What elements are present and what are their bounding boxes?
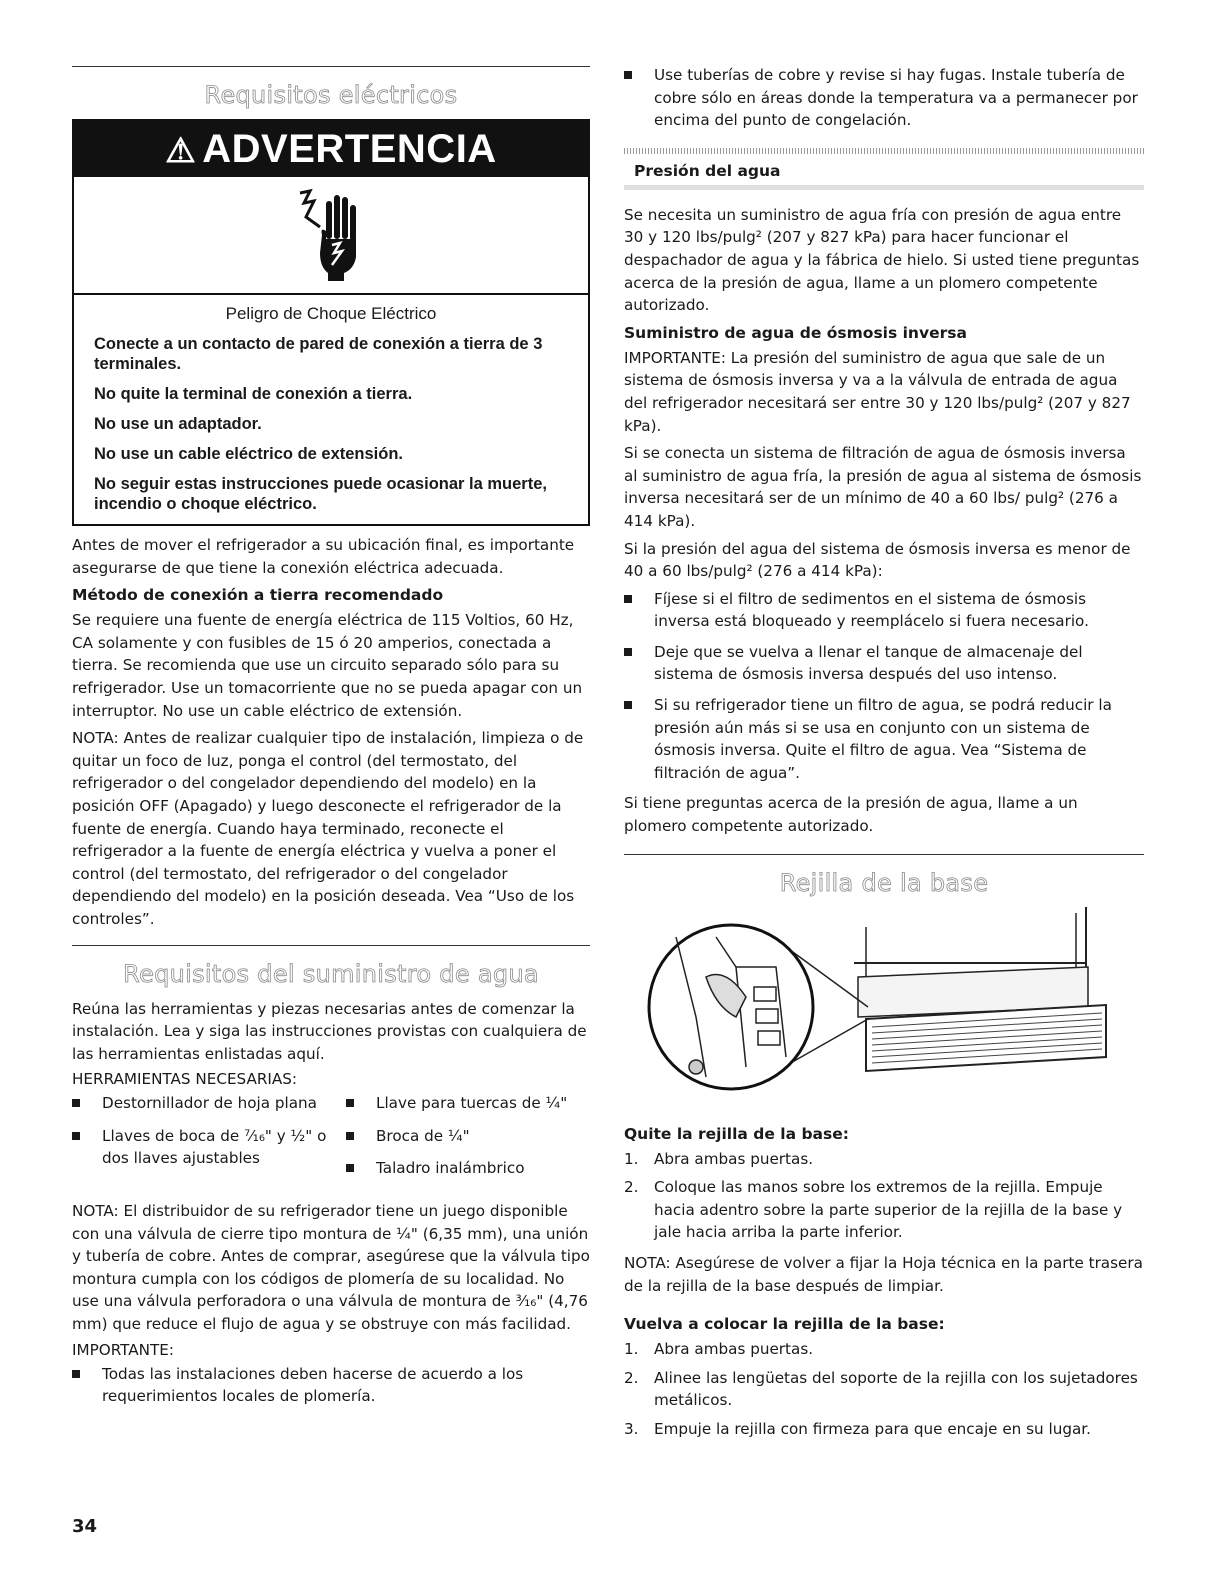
warning-banner (74, 121, 588, 177)
remove-note: NOTA: Asegúrese de volver a fijar la Hoja técnica en la parte trasera de la rejilla de la base después de limpiar. (624, 1254, 1143, 1295)
copper-list (624, 64, 1144, 132)
list-item: 2. Alinee las lengüetas del soporte de la rejilla con los sujetadores metálicos. (624, 1368, 1138, 1410)
tools-column-1 (72, 1092, 346, 1190)
warning-body (74, 295, 588, 524)
warning-line: No seguir estas instrucciones puede ocasionar la muerte, incendio o choque eléctrico. (94, 475, 547, 513)
list-item: 3. Empuje la rejilla con firmeza para que encaje en su lugar. (624, 1419, 1091, 1438)
right-column (624, 64, 1144, 1449)
ro-important: IMPORTANTE: La presión del suministro de agua que sale de un sistema de ósmosis inversa y va a la válvula de entrada de agua del refrigerador necesitará ser entre 30 y 120 lbs/pulg² (207 y 827 kPa). (624, 348, 1131, 435)
tools-label: HERRAMIENTAS NECESARIAS: (72, 1070, 298, 1089)
remove-steps (624, 1148, 1144, 1244)
grounding-note: NOTA: Antes de realizar cualquier tipo de instalación, limpieza o de quitar un foco de luz, ponga el control (del termostato, del refrigerador o del congelador dependiendo del modelo) en la posición OFF (Apagado) y luego desconecte el refrigerador de la fuente de energía. Cuando haya terminado, reconecte el refrigerador a la fuente de energía eléctrica y vuelva a poner el control (del termostato, del refrigerador o del congelador dependiendo del modelo) en la posición deseada. Vea “Uso de los controles”. (72, 729, 584, 928)
grille-section-title: Rejilla de la base (779, 868, 989, 897)
grounding-text: Se requiere una fuente de energía eléctrica de 115 Voltios, 60 Hz, CA solamente y con fusibles de 15 ó 20 amperios, conectada a tierra. Se recomienda que use un circuito separado sólo para su refrigerador. Use un tomacorriente que no se pueda apagar con un interruptor. No use un cable eléctrico de extensión. (72, 611, 583, 720)
list-item: Use tuberías de cobre y revise si hay fugas. Instale tubería de cobre sólo en áreas donde la temperatura va a permanecer por encima del punto de congelación. (624, 64, 1144, 132)
warning-box (72, 119, 590, 526)
pressure-text: Se necesita un suministro de agua fría con presión de agua entre 30 y 120 lbs/pulg² (207 y 827 kPa) para hacer funcionar el despachador de agua y la fábrica de hielo. Si usted tiene preguntas acerca de la presión de agua, llame a un plomero competente autorizado. (624, 205, 1140, 315)
replace-grille-heading: Vuelva a colocar la rejilla de la base: (624, 1315, 945, 1334)
ro-text-1: Si se conecta un sistema de filtración de agua de ósmosis inversa al suministro de agua fría, la presión de agua al sistema de ósmosis inversa necesitará ser de un mínimo de 40 a 60 lbs/ pulg² (276 a 414 kPa). (624, 444, 1142, 530)
dotted-divider (624, 148, 1144, 154)
ro-list (624, 588, 1144, 785)
ro-heading: Suministro de agua de ósmosis inversa (624, 323, 967, 342)
electric-shock-hand-icon (296, 187, 366, 283)
left-column (72, 66, 590, 1416)
list-item: 2. Coloque las manos sobre los extremos de la rejilla. Empuje hacia adentro sobre la parte superior de la rejilla de la base y jale hacia arriba la parte inferior. (624, 1178, 1123, 1242)
water-intro: Reúna las herramientas y piezas necesarias antes de comenzar la instalación. Lea y siga las instrucciones provistas con cualquiera de las herramientas enlistadas aquí. (72, 999, 587, 1063)
tools-column-2 (346, 1092, 590, 1190)
electrical-intro: Antes de mover el refrigerador a su ubicación final, es importante asegurarse de que tiene la conexión eléctrica adecuada. (72, 536, 575, 577)
base-grille-diagram (636, 907, 1132, 1093)
list-item: Broca de ¼" (346, 1125, 590, 1148)
section-divider (624, 854, 1144, 855)
tools-list (72, 1092, 590, 1190)
list-item: Deje que se vuelva a llenar el tanque de almacenaje del sistema de ósmosis inversa después del uso intenso. (624, 641, 1144, 686)
warning-icon-area (74, 177, 588, 295)
section-divider (72, 945, 590, 946)
warning-line: No quite la terminal de conexión a tierra. (94, 385, 413, 403)
grounding-heading: Método de conexión a tierra recomendado (72, 586, 444, 605)
section-divider (72, 66, 590, 67)
list-item: Llaves de boca de ⁷⁄₁₆" y ½" o dos llaves ajustables (72, 1125, 346, 1170)
list-item: Taladro inalámbrico (346, 1157, 590, 1180)
tools-note: NOTA: El distribuidor de su refrigerador tiene un juego disponible con una válvula de cierre tipo montura de ¼" (6,35 mm), una unión y tubería de cobre. Antes de comprar, asegúrese que la válvula tipo montura cumpla con los códigos de plomería de su localidad. No use una válvula perforadora o una válvula de montura de ³⁄₁₆" (4,76 mm) que reduce el flujo de agua y se obstruye con más facilidad. (72, 1202, 590, 1334)
important-list (72, 1363, 590, 1408)
pressure-heading-box (624, 160, 1144, 190)
replace-steps (624, 1338, 1144, 1440)
important-label: IMPORTANTE: (72, 1340, 174, 1359)
page-number: 34 (72, 1516, 98, 1537)
pressure-heading: Presión del agua (634, 161, 781, 180)
list-item: Si su refrigerador tiene un filtro de agua, se podrá reducir la presión aún más si se usa en conjunto con un sistema de ósmosis inversa. Quite el filtro de agua. Vea “Sistema de filtración de agua”. (624, 694, 1144, 784)
remove-grille-heading: Quite la rejilla de la base: (624, 1124, 849, 1143)
warning-line: Conecte a un contacto de pared de conexión a tierra de 3 terminales. (94, 335, 543, 373)
water-section-title: Requisitos del suministro de agua (123, 959, 539, 988)
electrical-section-title: Requisitos eléctricos (204, 81, 458, 109)
warning-line: No use un cable eléctrico de extensión. (94, 445, 404, 463)
ro-closing: Si tiene preguntas acerca de la presión de agua, llame a un plomero competente autorizado. (624, 794, 1078, 836)
list-item: Llave para tuercas de ¼" (346, 1092, 590, 1115)
warning-line: No use un adaptador. (94, 415, 262, 433)
base-grille-illustration (636, 907, 1132, 1093)
list-item: Fíjese si el filtro de sedimentos en el sistema de ósmosis inversa está bloqueado y reemplácelo si fuera necesario. (624, 588, 1144, 633)
list-item: 1. Abra ambas puertas. (624, 1149, 814, 1168)
list-item: 1. Abra ambas puertas. (624, 1340, 814, 1359)
ro-text-2: Si la presión del agua del sistema de ósmosis inversa es menor de 40 a 60 lbs/pulg² (276 a 414 kPa): (624, 539, 1131, 581)
warning-banner-text: ADVERTENCIA (202, 127, 497, 171)
warning-hazard-title: Peligro de Choque Eléctrico (225, 304, 437, 323)
list-item: Todas las instalaciones deben hacerse de acuerdo a los requerimientos locales de plomería. (72, 1363, 590, 1408)
list-item: Destornillador de hoja plana (72, 1092, 346, 1115)
warning-triangle-icon: ⚠ (165, 132, 197, 170)
